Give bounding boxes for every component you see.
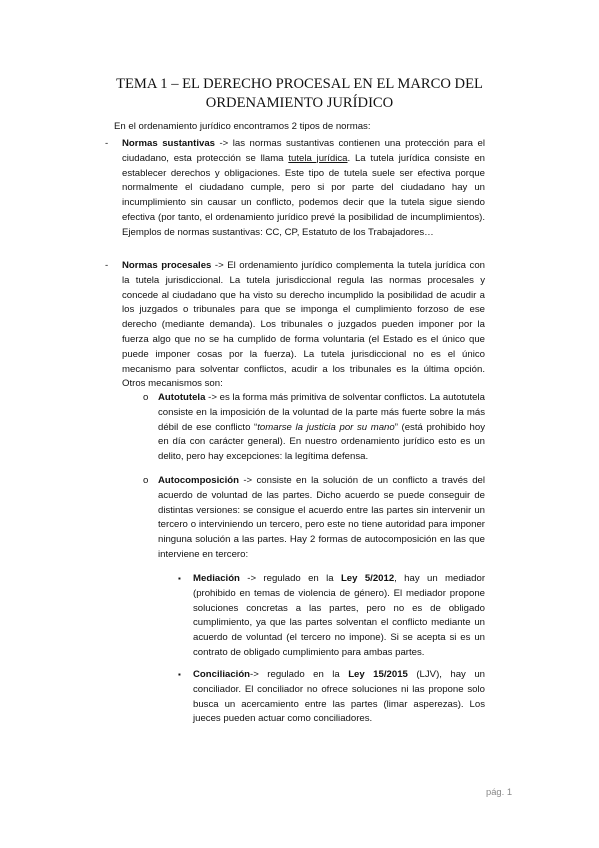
conciliacion-text-a: -> regulado en la [250,669,349,680]
procesales-paragraph [122,259,485,392]
autotutela-quote: tomarse la justicia por su mano [257,421,395,433]
autocomposicion-term: Autocomposición [158,475,240,486]
autotutela-text-a: -> es la forma más primitiva de solventar conflictos. La autotutela consiste en la imposición de la voluntad de la parte más fuerte sobre la más débil de ese conflicto “ [158,392,485,433]
autocomposicion-paragraph [158,474,485,563]
procesales-text: -> El ordenamiento jurídico complementa la tutela jurídica con la tutela jurisdiccional. La tutela jurisdiccional regula las normas procesales y concede al ciudadano que ha visto su derecho incumplido la posibilidad de acudir a los juzgados o tribunales para que se imponga el cumplimiento forzoso de ese derecho (mediante demanda). Los tribunales o juzgados pueden imponer por la fuerza algo que no se ha cumplido de forma voluntaria (el Estado es el único que puede imponer cosas por la fuerza). La tutela jurisdiccional no es el único mecanismo para solventar conflictos, acudir a los tribunales es la última opción. Otros mecanismos son: [122,260,485,390]
sustantivas-paragraph [122,137,485,241]
mediacion-term: Mediación [193,573,240,584]
sustantivas-text-a: -> las normas sustantivas contienen una protección para el ciudadano, esta protección se llama [122,138,485,164]
intro-text: En el ordenamiento jurídico encontramos 2 tipos de normas: [114,121,371,132]
conciliacion-paragraph [193,668,485,727]
title-line-1: TEMA 1 – EL DERECHO PROCESAL EN EL MARCO DEL [116,76,483,92]
dash-bullet: - [105,138,109,149]
procesales-term: Normas procesales [122,260,212,271]
circle-bullet: o [143,475,149,486]
conciliacion-law: Ley 15/2015 [348,669,408,680]
autotutela-text-b: ” (está prohibido hoy en día con carácter general). En nuestro ordenamiento jurídico esto es un delito, pero hay excepciones: la legítima defensa. [158,421,485,463]
document-title [0,75,599,113]
tutela-juridica-term: tutela jurídica [288,152,348,164]
title-line-2: ORDENAMIENTO JURÍDICO [205,95,394,111]
mediacion-text-a: -> regulado en la [239,573,341,584]
page-number: pág. 1 [486,786,513,797]
mediacion-text-b: , hay un mediador (prohibido en temas de violencia de género). El mediador propone soluciones concretas a las partes, pero no es de obligado cumplimiento, ya que las partes solventan el conflicto mediante un acuerdo de voluntad (el tercero no impone). Si se acepta si es un contrato de obligado cumplimiento para ambas partes. [193,573,486,658]
conciliacion-term: Conciliación [193,669,251,680]
autotutela-term: Autotutela [158,392,206,403]
square-bullet: ▪ [178,670,181,679]
mediacion-paragraph [193,572,485,661]
sustantivas-term: Normas sustantivas [122,138,215,149]
autotutela-paragraph [158,391,485,465]
circle-bullet: o [143,392,149,403]
dash-bullet: - [105,260,109,271]
square-bullet: ▪ [178,574,181,583]
sustantivas-text-b: . La tutela jurídica consiste en establecer derechos y obligaciones. Este tipo de tutela suele ser efectiva porque normalmente el ciudadano cumple, pero si por parte del ciudadano hay un incumplimiento sin causar un conflicto, podemos decir que la tutela sigue siendo efectiva (por tanto, el ordenamiento jurídico prevé la posibilidad de incumplimientos). Ejemplos de normas sustantivas: CC, CP, Estatuto de los Trabajadores… [122,152,486,238]
autocomposicion-text: -> consiste en la solución de un conflicto a través del acuerdo de voluntad de las partes. Dicho acuerdo se puede conseguir de distintas versiones: se consigue el acuerdo entre las partes sin intervenir un tercero o interviniendo un tercero, pero este no tiene autoridad para imponer ninguna solución a las partes. Hay 2 formas de autocomposición en las que interviene en tercero: [158,475,485,560]
conciliacion-text-b: (LJV), hay un conciliador. El conciliador no ofrece soluciones ni las propone solo busca un acercamiento entre las partes (limar asperezas). Los jueces pueden actuar como conciliadores. [193,669,485,725]
mediacion-law: Ley 5/2012 [340,573,395,584]
